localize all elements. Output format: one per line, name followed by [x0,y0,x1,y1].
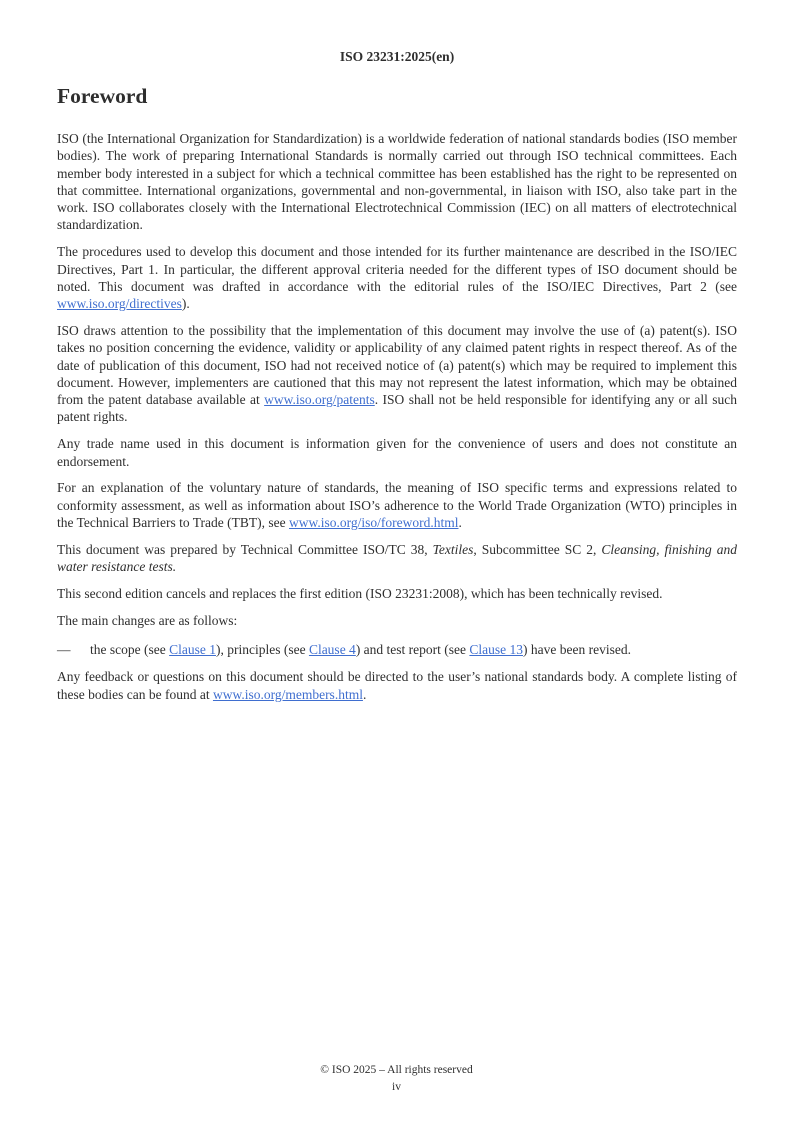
document-body [57,130,737,703]
text-run: Any feedback or questions on this document should be directed to the user’s national standards body. A complete listing of these bodies can be found at [57,669,737,702]
paragraph [57,541,737,576]
text-run: The procedures used to develop this document and those intended for its further maintenance are described in the ISO/IEC Directives, Part 1. In particular, the different approval criteria needed for the different types of ISO document should be noted. This document was drafted in accordance with the editorial rules of the ISO/IEC Directives, Part 2 (see [57,244,737,294]
paragraph [57,612,737,629]
italic-text: Cleansing, finishing and water resistance tests. [57,541,737,575]
text-run: Any trade name used in this document is information given for the convenience of users and does not constitute an endorsement. [57,436,737,469]
inline-link[interactable]: Clause 4 [308,642,356,658]
inline-link[interactable]: www.iso.org/iso/foreword.html [289,514,459,530]
footer-copyright: © ISO 2025 – All rights reserved [320,1064,473,1076]
page-title: Foreword [57,84,148,108]
inline-link[interactable]: www.iso.org/directives [57,296,182,312]
text-run: ISO draws attention to the possibility that the implementation of this document may involve the use of (a) patent(s). ISO takes no position concerning the evidence, validity or applicability of any claimed patent rights in respect thereof. As of the date of publication of this document, ISO had not received notice of (a) patent(s) which may be required to implement this document. However, implementers are cautioned that this may not represent the latest information, which may be obtained from the patent database available at [57,322,737,408]
doc-reference: ISO 23231:2025(en) [339,49,455,64]
list-item [57,638,737,658]
inline-link[interactable]: Clause 1 [169,642,216,658]
inline-link[interactable]: www.iso.org/patents [264,392,375,408]
paragraph [57,322,737,426]
list-item-text [90,641,737,658]
text-run: ), principles (see [215,642,309,658]
text-run: . ISO shall not be held responsible for identifying any or all such patent rights. [57,392,737,425]
text-run: ) have been revised. [523,642,631,658]
paragraph [57,130,737,234]
text-run: the scope (see [90,642,170,658]
text-run: This second edition cancels and replaces the first edition (ISO 23231:2008), which has been technically revised. [57,585,663,601]
text-run: ). [181,296,190,312]
text-run: For an explanation of the voluntary nature of standards, the meaning of ISO specific terms and expressions related to conformity assessment, as well as information about ISO’s adherence to the World Trade Organization (WTO) principles in the Technical Barriers to Trade (TBT), see [57,480,737,530]
text-run: , Subcommittee SC 2, [473,541,602,557]
paragraph [57,435,737,470]
text-run: This document was prepared by Technical Committee ISO/TC 38, [57,541,433,557]
text-run: . [362,686,367,702]
text-run: ISO (the International Organization for Standardization) is a worldwide federation of national standards bodies (ISO member bodies). The work of preparing International Standards is normally carried out through ISO technical committees. Each member body interested in a subject for which a technical committee has been established has the right to be represented on that committee. International organizations, governmental and non-governmental, in liaison with ISO, also take part in the work. ISO collaborates closely with the International Electrotechnical Commission (IEC) on all matters of electrotechnical standardization. [57,131,737,233]
paragraph [57,668,737,703]
italic-text: Textiles [432,541,474,557]
text-run: ) and test report (see [355,642,470,658]
inline-link[interactable]: Clause 13 [469,642,524,658]
paragraph [57,243,737,312]
page-footer [0,1062,793,1096]
inline-link[interactable]: www.iso.org/members.html [212,686,363,702]
text-run: . [458,514,462,530]
paragraph [57,479,737,531]
text-run: The main changes are as follows: [57,612,238,628]
page-number: iv [392,1081,401,1093]
list-marker: — [57,642,71,658]
paragraph [57,585,737,602]
